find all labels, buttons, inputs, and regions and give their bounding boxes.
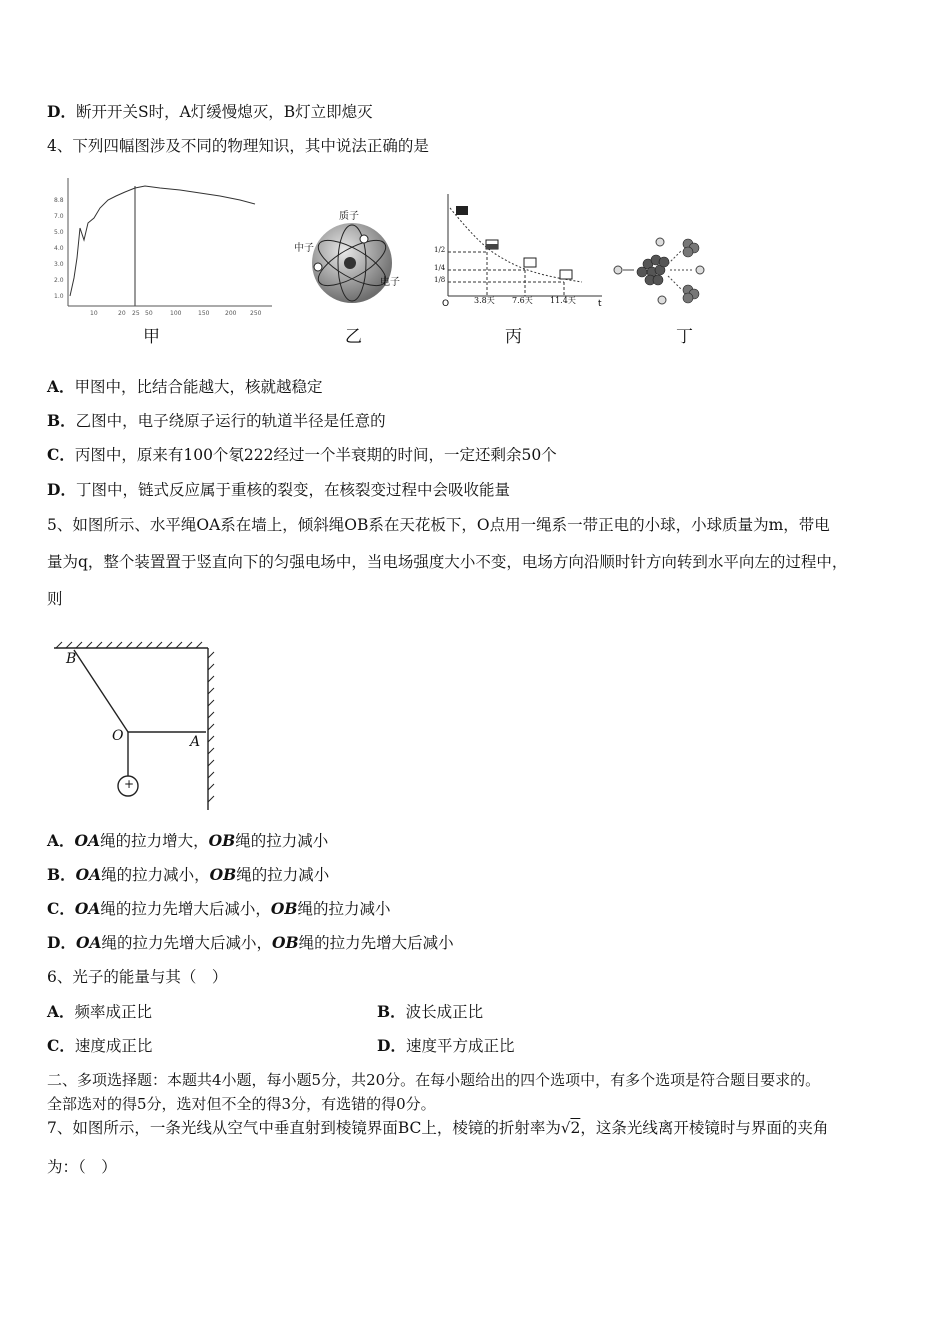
svg-text:7.0: 7.0: [54, 213, 64, 220]
option-text: 乙图中，电子绕原子运行的轨道半径是任意的: [75, 412, 386, 430]
figure-ding-chain-reaction: [612, 230, 722, 310]
svg-text:t: t: [598, 299, 602, 309]
label-proton: 质子: [339, 211, 359, 222]
svg-text:3.0: 3.0: [54, 261, 64, 268]
q5-figure-ropes: [50, 640, 220, 815]
figure-yi-atom-model: [292, 205, 412, 310]
svg-text:8.8: 8.8: [54, 197, 64, 204]
option-label: B．: [47, 865, 76, 884]
label-A: A: [190, 734, 201, 750]
label-B: B: [66, 651, 77, 667]
option-label: D．: [47, 480, 76, 499]
q5-stem-line3: 则: [47, 590, 63, 608]
q4-option-b: [47, 411, 386, 431]
rope-ob: OB: [209, 865, 237, 884]
option-text: 绳的拉力减小，: [101, 866, 210, 884]
option-label: D．: [47, 102, 76, 121]
q4-option-c: [47, 445, 557, 465]
option-label: C．: [47, 1036, 75, 1055]
q7-stem-pre: 7、如图所示，一条光线从空气中垂直射到棱镜界面BC上，棱镜的折射率为: [47, 1119, 561, 1137]
q4-stem: 4、下列四幅图涉及不同的物理知识，其中说法正确的是: [47, 137, 429, 155]
q5-option-b: [47, 865, 329, 885]
svg-text:4.0: 4.0: [54, 245, 64, 252]
tick-7-6: 7.6天: [512, 296, 533, 305]
tick-3-8: 3.8天: [474, 296, 495, 305]
q3-option-d: [47, 102, 373, 122]
label-charge: +: [124, 777, 135, 791]
option-text: 绳的拉力减小: [297, 900, 391, 918]
svg-text:250: 250: [250, 310, 262, 317]
q6-option-d: [377, 1036, 514, 1056]
label-electron: 电子: [380, 277, 400, 288]
option-text: 绳的拉力先增大后减小，: [100, 900, 271, 918]
svg-text:25: 25: [132, 310, 140, 317]
q5-stem-line1: 5、如图所示、水平绳OA系在墙上，倾斜绳OB系在天花板下，O点用一绳系一带正电的小球，小球质量为m，带电: [47, 516, 830, 534]
rope-ob: OB: [270, 899, 298, 918]
figure-yi-caption: 乙: [345, 327, 362, 347]
rope-ob: OB: [272, 933, 299, 952]
option-text: 速度平方成正比: [405, 1037, 515, 1055]
rope-ob: OB: [208, 831, 236, 850]
label-neutron: 中子: [294, 243, 314, 254]
option-text: 绳的拉力先增大后减小: [298, 934, 454, 952]
section2-heading-line1: 二、多项选择题：本题共4小题，每小题5分，共20分。在每小题给出的四个选项中，有多个选项是符合题目要求的。: [47, 1071, 821, 1089]
option-text: 丁图中，链式反应属于重核的裂变，在核裂变过程中会吸收能量: [75, 481, 510, 499]
option-text: 断开开关S时，A灯缓慢熄灭，B灯立即熄灭: [75, 103, 373, 121]
option-label: A．: [47, 831, 75, 850]
q7-stem-line1: [47, 1118, 828, 1138]
option-label: B．: [47, 411, 76, 430]
label-O: O: [112, 728, 124, 744]
q6-option-a: [47, 1002, 152, 1022]
option-label: D．: [47, 933, 76, 952]
q4-option-d: [47, 480, 510, 500]
q5-option-c: [47, 899, 391, 919]
q6-option-b: [377, 1002, 483, 1022]
q5-stem-line2: 量为q，整个装置置于竖直向下的匀强电场中，当电场强度大小不变，电场方向沿顺时针方向转到水平向左的过程中，: [47, 553, 848, 571]
svg-text:2.0: 2.0: [54, 277, 64, 284]
q5-option-a: [47, 831, 328, 851]
section2-heading-line2: 全部选对的得5分，选对但不全的得3分，有选错的得0分。: [47, 1095, 436, 1113]
sqrt-symbol: √: [560, 1119, 571, 1137]
q6-option-c: [47, 1036, 152, 1056]
figure-ding-caption: 丁: [676, 327, 693, 347]
q6-stem: 6、光子的能量与其（ ）: [47, 968, 228, 986]
ytick-quarter: 1/4: [434, 264, 446, 272]
figure-jia-binding-energy: [50, 168, 280, 318]
option-label: A．: [47, 377, 75, 396]
svg-text:10: 10: [90, 310, 98, 317]
option-text: 丙图中，原来有100个氡222经过一个半衰期的时间，一定还剩余50个: [74, 446, 557, 464]
option-text: 波长成正比: [405, 1003, 484, 1021]
svg-text:150: 150: [198, 310, 210, 317]
option-label: B．: [377, 1002, 406, 1021]
figure-bing-decay-curve: [432, 190, 607, 310]
svg-text:1.0: 1.0: [54, 293, 64, 300]
ytick-eighth: 1/8: [434, 276, 446, 284]
option-text: 甲图中，比结合能越大，核就越稳定: [74, 378, 323, 396]
rope-oa: OA: [74, 831, 101, 850]
rope-oa: OA: [75, 865, 102, 884]
option-label: D．: [377, 1036, 406, 1055]
figure-jia-caption: 甲: [143, 327, 160, 347]
sqrt-value: 2: [570, 1119, 581, 1137]
rope-oa: OA: [74, 899, 101, 918]
option-text: 绳的拉力减小: [236, 866, 330, 884]
option-label: A．: [47, 1002, 75, 1021]
option-label: C．: [47, 445, 75, 464]
option-text: 频率成正比: [74, 1003, 153, 1021]
figure-bing-caption: 丙: [505, 327, 522, 347]
option-label: C．: [47, 899, 75, 918]
svg-text:O: O: [442, 299, 450, 309]
svg-text:5.0: 5.0: [54, 229, 64, 236]
ytick-half: 1/2: [434, 246, 446, 254]
svg-text:20: 20: [118, 310, 126, 317]
q4-option-a: [47, 377, 323, 397]
rope-oa: OA: [75, 933, 102, 952]
svg-text:50: 50: [145, 310, 153, 317]
option-text: 绳的拉力先增大后减小，: [101, 934, 272, 952]
option-text: 速度成正比: [74, 1037, 153, 1055]
option-text: 绳的拉力减小: [235, 832, 329, 850]
q7-stem-line2: 为：（ ）: [47, 1158, 117, 1176]
tick-11-4: 11.4天: [550, 296, 576, 305]
option-text: 绳的拉力增大，: [100, 832, 209, 850]
svg-text:200: 200: [225, 310, 237, 317]
q7-stem-post: ，这条光线离开棱镜时与界面的夹角: [580, 1119, 829, 1137]
svg-text:100: 100: [170, 310, 182, 317]
q5-option-d: [47, 933, 454, 953]
